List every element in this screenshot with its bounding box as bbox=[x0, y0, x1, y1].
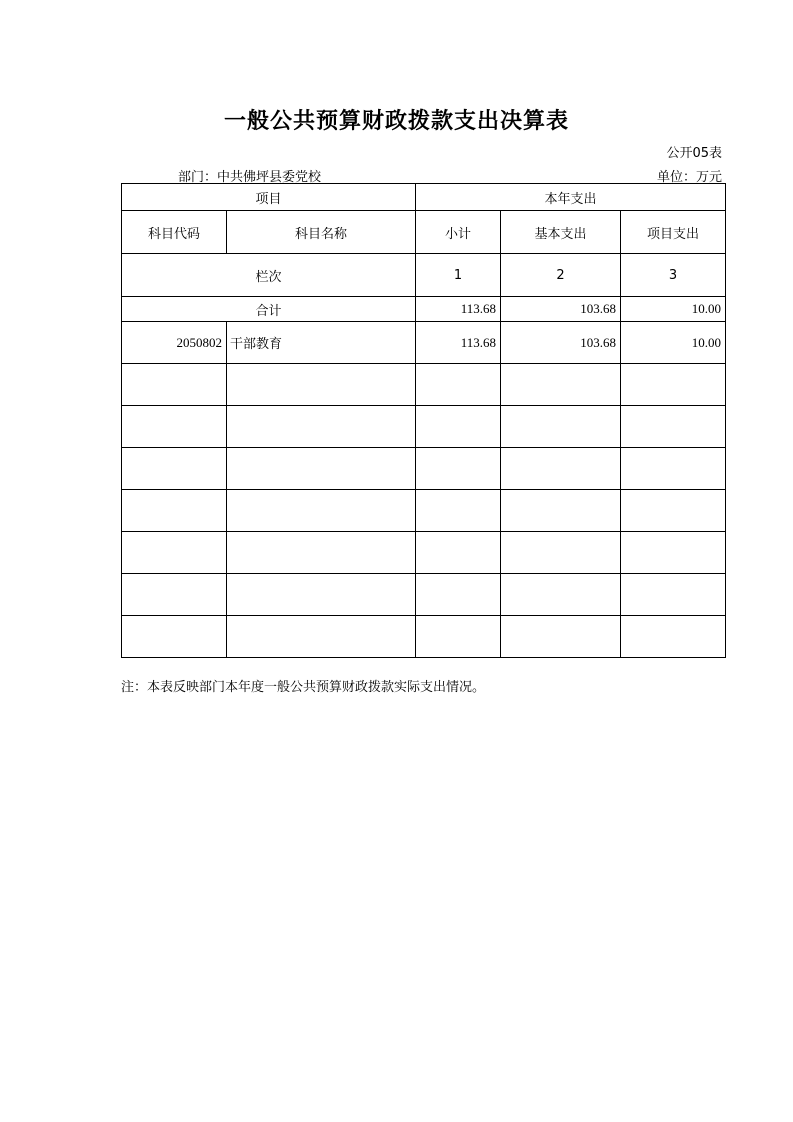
group-header-row bbox=[122, 184, 726, 211]
empty-row bbox=[122, 490, 726, 532]
column-header-row bbox=[122, 211, 726, 254]
unit-label: 单位：万元 bbox=[656, 170, 722, 185]
header-current-year: 本年支出 bbox=[416, 184, 726, 211]
row-subtotal: 113.68 bbox=[416, 322, 501, 364]
sequence-1: 1 bbox=[416, 254, 501, 297]
page-title: 一般公共预算财政拨款支出决算表 bbox=[223, 109, 569, 134]
empty-row bbox=[122, 532, 726, 574]
empty-row bbox=[122, 364, 726, 406]
empty-row bbox=[122, 574, 726, 616]
empty-row bbox=[122, 448, 726, 490]
empty-row bbox=[122, 616, 726, 658]
row-basic: 103.68 bbox=[501, 322, 621, 364]
expenditure-table bbox=[121, 183, 726, 658]
total-label: 合计 bbox=[122, 297, 416, 322]
sequence-2: 2 bbox=[501, 254, 621, 297]
total-project: 10.00 bbox=[621, 297, 726, 322]
empty-row bbox=[122, 406, 726, 448]
total-subtotal: 113.68 bbox=[416, 297, 501, 322]
table-row bbox=[122, 322, 726, 364]
header-project: 项目支出 bbox=[621, 211, 726, 254]
sequence-label: 栏次 bbox=[122, 254, 416, 297]
total-row bbox=[122, 297, 726, 322]
form-number: 公开05表 bbox=[666, 146, 722, 161]
header-code: 科目代码 bbox=[122, 211, 227, 254]
header-item: 项目 bbox=[122, 184, 416, 211]
total-basic: 103.68 bbox=[501, 297, 621, 322]
footnote: 注：本表反映部门本年度一般公共预算财政拨款实际支出情况。 bbox=[121, 679, 486, 694]
header-basic: 基本支出 bbox=[501, 211, 621, 254]
sequence-3: 3 bbox=[621, 254, 726, 297]
row-project: 10.00 bbox=[621, 322, 726, 364]
row-name: 干部教育 bbox=[227, 322, 416, 364]
header-subtotal: 小计 bbox=[416, 211, 501, 254]
header-name: 科目名称 bbox=[227, 211, 416, 254]
sequence-row bbox=[122, 254, 726, 297]
row-code: 2050802 bbox=[122, 322, 227, 364]
department-label: 部门：中共佛坪县委党校 bbox=[178, 170, 322, 185]
